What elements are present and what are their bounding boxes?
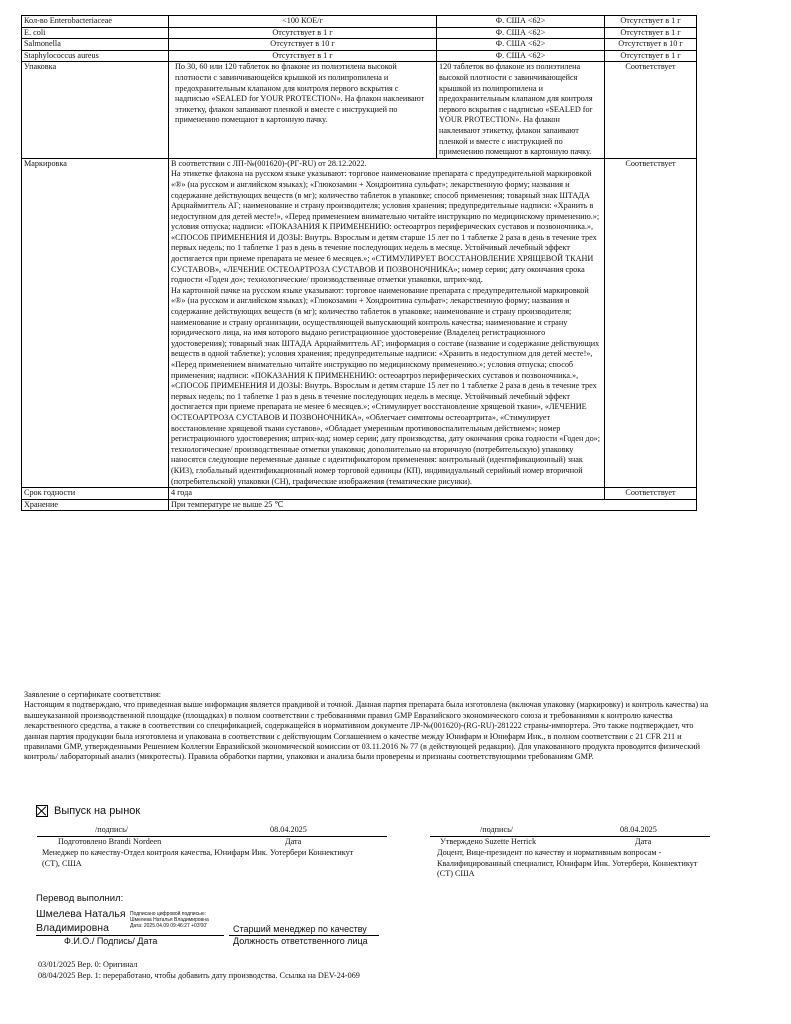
- micro-result: Отсутствует в 1 г: [605, 50, 697, 62]
- marking-text: [169, 158, 605, 487]
- left-date-label: Дата: [285, 837, 302, 846]
- micro-method: Ф. США <62>: [437, 27, 605, 39]
- micro-row: [22, 39, 697, 51]
- micro-row: [22, 50, 697, 62]
- packaging-result: Соответствует: [605, 62, 697, 158]
- marking-ref: В соответствии с ЛП-№(001620)-(РГ-RU) от 28.12.2022.: [171, 158, 367, 168]
- micro-spec: Отсутствует в 1 г: [169, 27, 437, 39]
- statement-title: Заявление о сертификате соответствия:: [24, 690, 162, 699]
- micro-row: [22, 27, 697, 39]
- shelf-result: Соответствует: [605, 488, 697, 500]
- spec-table: [21, 15, 697, 511]
- translator-name: Шмелева Наталья Владимировна: [36, 908, 126, 934]
- right-sign-label: /подпись/: [480, 825, 514, 834]
- micro-name: E. coli: [22, 27, 169, 39]
- translator-position: Старший менеджер по качеству: [233, 924, 367, 934]
- micro-spec: Отсутствует в 1 г: [169, 50, 437, 62]
- left-prepared-by: Подготовлено Brandi Nordeen: [58, 837, 162, 846]
- micro-method: Ф. США <62>: [437, 50, 605, 62]
- packaging-spec: По 30, 60 или 120 таблеток во флаконе из полиэтилена высокой плотности с завинчивающейся крышкой из полипропилена и предохранительным клапаном для контроля первого вскрытия с надписью «SEALED for YOUR PROTECTION». На флакон наклеивают этикетку, флакон запаивают пленкой и вместе с инструкцией по применению помещают в картонную пачку.: [169, 62, 437, 158]
- right-approved-by: Утверждено Suzette Herrick: [440, 837, 537, 846]
- micro-result: Отсутствует в 10 г: [605, 39, 697, 51]
- left-sign-date: 08.04.2025: [270, 825, 307, 834]
- micro-method: Ф. США <62>: [437, 39, 605, 51]
- micro-row: [22, 16, 697, 28]
- row-marking: [22, 158, 697, 487]
- micro-name: Кол-во Enterobacteriaceae: [22, 16, 169, 28]
- fio-label: Ф.И.О./ Подпись/ Дата: [64, 936, 158, 946]
- packaging-label: Упаковка: [22, 62, 169, 158]
- release-checkbox-row: [36, 805, 140, 817]
- micro-result: Отсутствует в 1 г: [605, 27, 697, 39]
- statement-block: [24, 690, 714, 763]
- marking-bottle-label: На этикетке флакона на русском языке указывают: торговое наименование препарата с предупредительной маркировкой «®» (на русском и английском языках); «Глюкозамин + Хондроитина сульфат»; лекарственную форму; названия и содержание действующих веществ (в мг); количество таблеток в упаковке; способ применения; товарный знак ШТАДА Арцнаймиттель АГ; наименование и страну производителя; условия хранения; предупредительные надписи: «Хранить в недоступном для детей месте!», «Перед применением внимательно читайте инструкцию по медицинскому применению.»; условия отпуска; надписи: «ПОКАЗАНИЯ К ПРИМЕНЕНИЮ: остеоартроз периферических суставов и позвоночника.», «СПОСОБ ПРИМЕНЕНИЯ И ДОЗЫ: Внутрь. Взрослым и детям старше 15 лет по 1 таблетке 2 раза в день в течение трех первых недель; по 1 таблетке 1 раз в день в течение последующих недель в месяце. Устойчивый лечебный эффект достигается при приеме препарата не менее 6 месяцев.»; «СТИМУЛИРУЕТ ВОССТАНОВЛЕНИЕ ХРЯЩЕВОЙ ТКАНИ СУСТАВОВ», «ЛЕЧЕНИЕ ОСТЕОАРТРОЗА СУСТАВОВ И ПОЗВОНОЧНИКА»; номер серии; дату окончания срока годности «Годен до»; технологические/ производственные отметки упаковки, штрих-код.: [171, 169, 600, 285]
- marking-label: Маркировка: [22, 158, 169, 487]
- digital-signature-note: Подписано цифровой подписью: Шмелева Наталья Владимировна Дата: 2025.04.09 09:46:27 +03'00': [130, 911, 209, 929]
- micro-spec: <100 КОЕ/г: [169, 16, 437, 28]
- version-1: 08/04/2025 Вер. 1: переработано, чтобы добавить дату производства. Ссылка на DEV-24-069: [38, 971, 360, 980]
- row-shelf-life: [22, 488, 697, 500]
- right-date-label: Дата: [635, 837, 652, 846]
- marking-result: Соответствует: [605, 158, 697, 487]
- release-label: Выпуск на рынок: [54, 805, 141, 817]
- checked-box-icon[interactable]: [36, 805, 48, 817]
- shelf-label: Срок годности: [22, 488, 169, 500]
- right-sign-date: 08.04.2025: [620, 825, 657, 834]
- micro-result: Отсутствует в 1 г: [605, 16, 697, 28]
- marking-carton: На картонной пачке на русском языке указывают: торговое наименование препарата с предупредительной маркировкой «®» (на русском и английском языках); «Глюкозамин + Хондроитина сульфат»; лекарственную форму; названия и содержание действующих веществ (в мг); количество таблеток в упаковке; наименование и страну производителя; наименование и страну организации, осуществляющей выпускающий контроль качества; наименование и страну юридического лица, на имя которого выдано регистрационное удостоверение (Владелец регистрационного удостоверения); товарный знак ШТАДА Арцнаймиттель АГ; информация о составе (название и содержание действующих веществ в одной таблетке); условия хранения; предупредительные надписи: «Хранить в недоступном для детей месте!», «Перед применением внимательно читайте инструкцию по медицинскому применению.»; условия отпуска; способ применения; надписи: «ПОКАЗАНИЯ К ПРИМЕНЕНИЮ: остеоартроз периферических суставов и позвоночника.», «СПОСОБ ПРИМЕНЕНИЯ И ДОЗЫ: Внутрь. Взрослым и детям старше 15 лет по 1 таблетке 2 раза в день в течение трех первых недель; по 1 таблетке 1 раз в день в течение последующих недель в месяце. Устойчивый лечебный эффект достигается при приеме препарата не менее 6 месяцев.»; «Стимулирует восстановление хрящевой ткани», «ЛЕЧЕНИЕ ОСТЕОАРТРОЗА СУСТАВОВ И ПОЗВОНОЧНИКА», «Облегчает симптомы остеоартрита», «Стимулирует восстановление хрящевой ткани суставов», «Обладает умеренным противовоспалительным действием»; номер регистрационного удостоверения; штрих-код; номер серии; дату производства, дату окончания срока годности «Годен до»; технологические/ производственные отметки упаковки; дополнительно на вторичную (потребительскую) упаковку наносятся следующие переменные данные с идентификатором применения: контрольный (идентификационный) знак (КИЗ), глобальный идентификационный номер торговой единицы (КП), индивидуальный серийный номер вторичной (потребительской) упаковки (СН), графические изображения (тематические рисунки).: [171, 285, 601, 486]
- micro-spec: Отсутствует в 10 г: [169, 39, 437, 51]
- packaging-actual: 120 таблеток во флаконе из полиэтилена высокой плотности с завинчивающейся крышкой из полипропилена и предохранительным клапаном для контроля первого вскрытия с надписью «SEALED for YOUR PROTECTION». На флакон наклеивают этикетку, флакон запаивают пленкой и вместе с инструкцией по применению помещают в картонную пачку.: [437, 62, 605, 158]
- row-packaging: [22, 62, 697, 158]
- row-storage: [22, 499, 697, 511]
- micro-name: Salmonella: [22, 39, 169, 51]
- right-role: Доцент, Вице-президент по качеству и нормативным вопросам - Квалифицированный специалист, Юнифарм Инк. Уотербери, Коннектикут (СТ) США: [437, 848, 698, 878]
- statement-body: Настоящим я подтверждаю, что приведенная выше информация является правдивой и точной. Данная партия препарата была изготовлена (включая упаковку (маркировку) и контроль качества) на вышеуказанной производственной площадке (площадках) в полном соответствии с требованиями правил GMP Евразийского экономического союза и требованиями к контролю качества лекарственного средства, а также в соответствии со спецификацией, содержащейся в нормативном документе ЛР-№(001620)-(RG-RU)-281222 страны-импортера. Это также подтверждает, что данная партия продукции была изготовлена и упакована в соответствии с действующим Соглашением о качестве между Юнифарм и Юнифарм Инк., в полном соответствии с 21 CFR 211 и правилами GMP, утвержденными Решением Коллегии Евразийской экономической комиссии от 03.11.2016 № 77 (в действующей редакции). Для упакованного продукта проводится физический контроль/ лабораторный анализ (микротесты). Правила обработки партии, упаковки и анализа были проверены и признаны соответствующими требованиям GMP.: [24, 700, 709, 762]
- left-role: Менеджер по качеству-Отдел контроля качества, Юнифарм Инк. Уотербери Коннектикут (СТ), США: [42, 848, 354, 868]
- micro-name: Staphylococcus aureus: [22, 50, 169, 62]
- position-label: Должность ответственного лица: [233, 936, 368, 946]
- storage-value: При температуре не выше 25 ℃: [169, 499, 697, 511]
- micro-method: Ф. США <62>: [437, 16, 605, 28]
- shelf-value: 4 года: [169, 488, 605, 500]
- left-sign-label: /подпись/: [95, 825, 129, 834]
- version-0: 03/01/2025 Вер. 0: Оригинал: [38, 960, 138, 969]
- translation-title: Перевод выполнил:: [36, 893, 124, 904]
- storage-label: Хранение: [22, 499, 169, 511]
